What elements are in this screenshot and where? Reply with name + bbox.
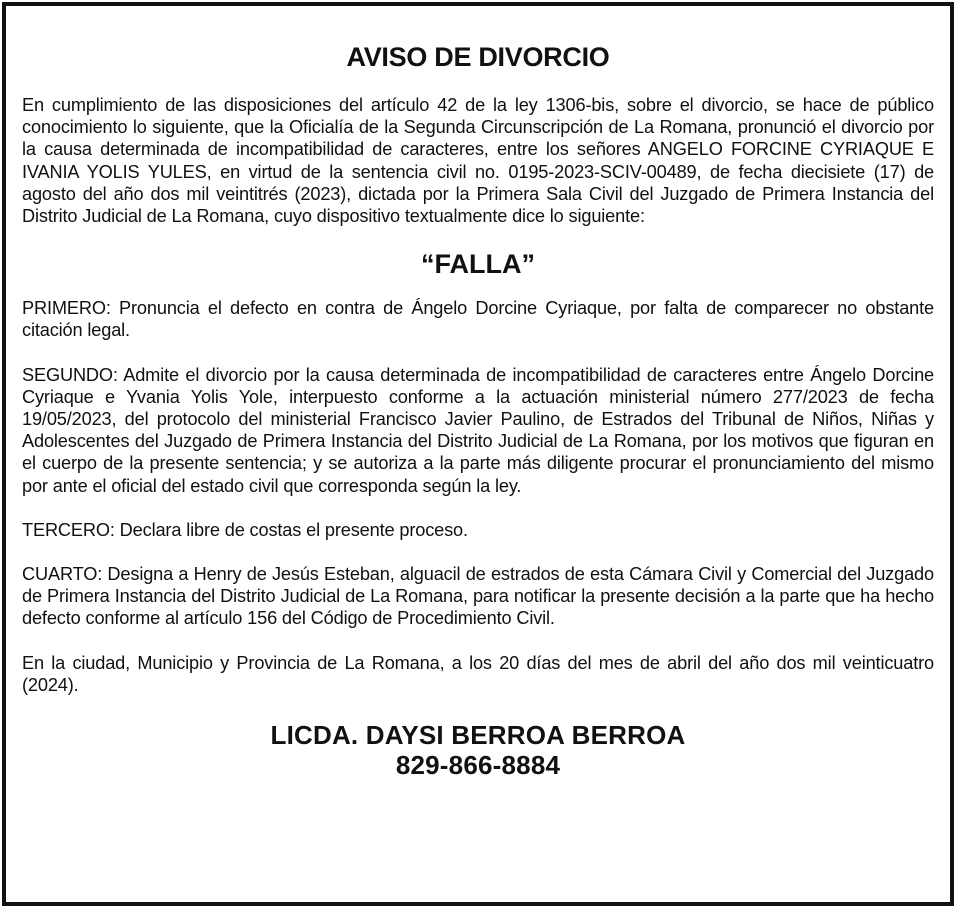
signer-name: LICDA. DAYSI BERROA BERROA	[270, 720, 686, 751]
spacer	[22, 541, 934, 563]
notice-title: AVISO DE DIVORCIO	[346, 42, 610, 72]
closing-paragraph: En la ciudad, Municipio y Provincia de La Romana, a los 20 días del mes de abril del año dos mil veinticuatro (2024).	[22, 652, 934, 695]
signature-block	[22, 720, 934, 780]
spacer	[22, 342, 934, 364]
falla-heading: “FALLA”	[421, 249, 535, 280]
intro-paragraph: En cumplimiento de las disposiciones del artículo 42 de la ley 1306-bis, sobre el divorcio, se hace de público conocimiento lo siguiente, que la Oficialía de la Segunda Circunscripción de La Romana, pronunció el divorcio por la causa determinada de incompatibilidad de caracteres, entre los señores ANGELO FORCINE CYRIAQUE E IVANIA YOLIS YULES, en virtud de la sentencia civil no. 0195-2023-SCIV-00489, de fecha diecisiete (17) de agosto del año dos mil veintitrés (2023), dictada por la Primera Sala Civil del Juzgado de Primera Instancia del Distrito Judicial de La Romana, cuyo dispositivo textualmente dice lo siguiente:	[22, 95, 934, 227]
spacer	[22, 630, 934, 652]
tercero-paragraph: TERCERO: Declara libre de costas el presente proceso.	[22, 519, 468, 540]
spacer	[22, 497, 934, 519]
primero-paragraph: PRIMERO: Pronuncia el defecto en contra de Ángelo Dorcine Cyriaque, por falta de comparecer no obstante citación legal.	[22, 298, 934, 341]
signer-phone: 829-866-8884	[395, 750, 561, 781]
notice-border	[2, 2, 954, 906]
notice-content	[22, 42, 934, 780]
cuarto-paragraph: CUARTO: Designa a Henry de Jesús Esteban, alguacil de estrados de esta Cámara Civil y Comercial del Juzgado de Primera Instancia del Distrito Judicial de La Romana, para notificar la presente decisión a la parte que ha hecho defecto conforme al artículo 156 del Código de Procedimiento Civil.	[22, 564, 934, 629]
segundo-paragraph: SEGUNDO: Admite el divorcio por la causa determinada de incompatibilidad de caracteres entre Ángelo Dorcine Cyriaque e Yvania Yolis Yole, interpuesto conforme a la actuación ministerial número 277/2023 de fecha 19/05/2023, del protocolo del ministerial Francisco Javier Paulino, de Estrados del Tribunal de Niños, Niñas y Adolescentes del Juzgado de Primera Instancia del Distrito Judicial de La Romana, por los motivos que figuran en el cuerpo de la presente sentencia; y se autoriza a la parte más diligente procurar el pronunciamiento del mismo por ante el oficial del estado civil que corresponda según la ley.	[22, 364, 934, 496]
